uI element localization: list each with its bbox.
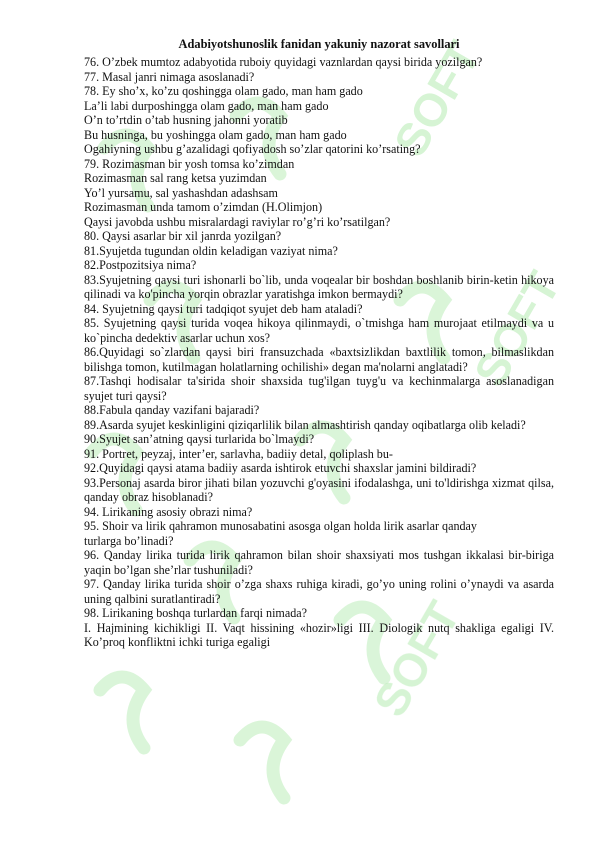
question-paragraph: 95. Shoir va lirik qahramon munosabatini asosga olgan holda lirik asarlar qanday (84, 519, 477, 533)
page-title: Adabiyotshunoslik fanidan yakuniy nazorat savollari (178, 37, 460, 51)
watermark-text: SOFT (383, 32, 490, 166)
question-paragraph: 98. Lirikaning boshqa turlardan farqi nimada? (84, 606, 307, 620)
question-paragraph: 93.Personaj asarda biror jihati bilan yozuvchi g'oyasini ifodalashga, uni to'ldirishga xizmat qilsa, qanday obraz hisoblanadi? (84, 475, 554, 504)
question-paragraph: 87.Tashqi hodisalar ta'sirida shoir shaxsida tug'ilgan tuyg'u va kechinmalarga asoslanadigan syujet turi qaysi? (84, 374, 554, 403)
watermark-logo (100, 677, 144, 748)
question-paragraph: I. Hajmining kichikligi II. Vaqt hissining «hozir»ligi III. Diologik nutq shakliga egaligi IV. Ko’proq konfliktni ichki turiga egaligi (84, 620, 554, 649)
question-paragraph: 96. Qanday lirika turida lirik qahramon bilan shoir shaxsiyati mos tushgan ikkalasi bir-biriga yaqin bo’lgan she’rlar tushuniladi? (84, 548, 554, 577)
question-paragraph: Rozimasman unda tamom o’zimdan (H.Olimjon) (84, 200, 323, 214)
question-paragraph: 90.Syujet san’atning qaysi turlarida bo`lmaydi? (84, 432, 315, 446)
question-paragraph: 89.Asarda syujet keskinligini qiziqarlilik bilan almashtirish qanday oqibatlarga olib keladi? (84, 417, 526, 432)
question-paragraph: Rozimasman sal rang ketsa yuzimdan (84, 171, 267, 185)
question-paragraph: turlarga bo’linadi? (84, 533, 174, 548)
document-body (84, 36, 554, 650)
question-paragraph: O’n to’rtdin o’tab husning jahonni yoratib (84, 113, 288, 127)
question-paragraph: 88.Fabula qanday vazifani bajaradi? (84, 403, 260, 417)
question-paragraph: 91. Portret, peyzaj, inter’er, sarlavha, badiiy detal, qoliplash bu- (84, 446, 393, 461)
question-paragraph: 86.Quyidagi so`zlardan qaysi biri fransuzchada «baxtsizlikdan baxtlilik tomon, bilmaslikdan bilishga tomon, kutilmagan holatlarning ochilishi» degan ma'nolarni anglatadi? (84, 345, 554, 374)
watermark-text: SOFT (463, 262, 570, 395)
question-paragraph: 80. Qaysi asarlar bir xil janrda yozilgan? (84, 229, 282, 243)
question-paragraph: 92.Quyidagi qaysi atama badiiy asarda ishtirok etuvchi shaxslar jamini bildiradi? (84, 461, 477, 475)
question-paragraph: 85. Syujetning qaysi turida voqea hikoya qilinmaydi, o`tmishga ham murojaat etilmaydi va u ko`pincha dedektiv asarlar uchun xos? (84, 316, 554, 345)
question-paragraph: Qaysi javobda ushbu misralardagi raviylar ro’g’ri ko’rsatilgan? (84, 214, 391, 229)
question-list (84, 55, 554, 650)
question-paragraph: 83.Syujetning qaysi turi ishonarli bo`lib, unda voqealar bir boshdan boshlanib birin-ketin hikoya qilinadi va ko'pincha yorqin obrazlar yaratishga imkon bermaydi? (84, 272, 554, 301)
question-paragraph: La’li labi durposhingga olam gado, man ham gado (84, 98, 329, 113)
question-paragraph: 81.Syujetda tugundan oldin keladigan vaziyat nima? (84, 243, 338, 258)
watermark-logo (240, 727, 284, 798)
question-paragraph: 77. Masal janri nimaga asoslanadi? (84, 69, 255, 84)
question-paragraph: 79. Rozimasman bir yosh tomsa ko’zimdan (84, 156, 295, 171)
question-paragraph: Ogahiyning ushbu g’azalidagi qofiyadosh so’zlar qatorini ko’rsating? (84, 142, 421, 156)
watermark-text: SOFT (363, 592, 470, 725)
question-paragraph: 84. Syujetning qaysi turi tadqiqot syujet deb ham ataladi? (84, 301, 363, 316)
question-paragraph: 76. O’zbek mumtoz adabyotida ruboiy quyidagi vaznlardan qaysi birida yozilgan? (84, 55, 483, 69)
question-paragraph: 94. Lirikaning asosiy obrazi nima? (84, 504, 253, 519)
question-paragraph: 97. Qanday lirika turida shoir o’zga shaxs ruhiga kiradi, go’yo uning rolini o’ynaydi va asarda uning qalbini suratlantiradi? (84, 577, 554, 606)
question-paragraph: Yo’l yursamu, sal yashashdan adashsam (84, 185, 278, 200)
question-paragraph: 78. Ey sho’x, ko’zu qoshingga olam gado, man ham gado (84, 84, 363, 98)
question-paragraph: 82.Postpozitsiya nima? (84, 258, 197, 272)
question-paragraph: Bu husninga, bu yoshingga olam gado, man ham gado (84, 127, 347, 142)
